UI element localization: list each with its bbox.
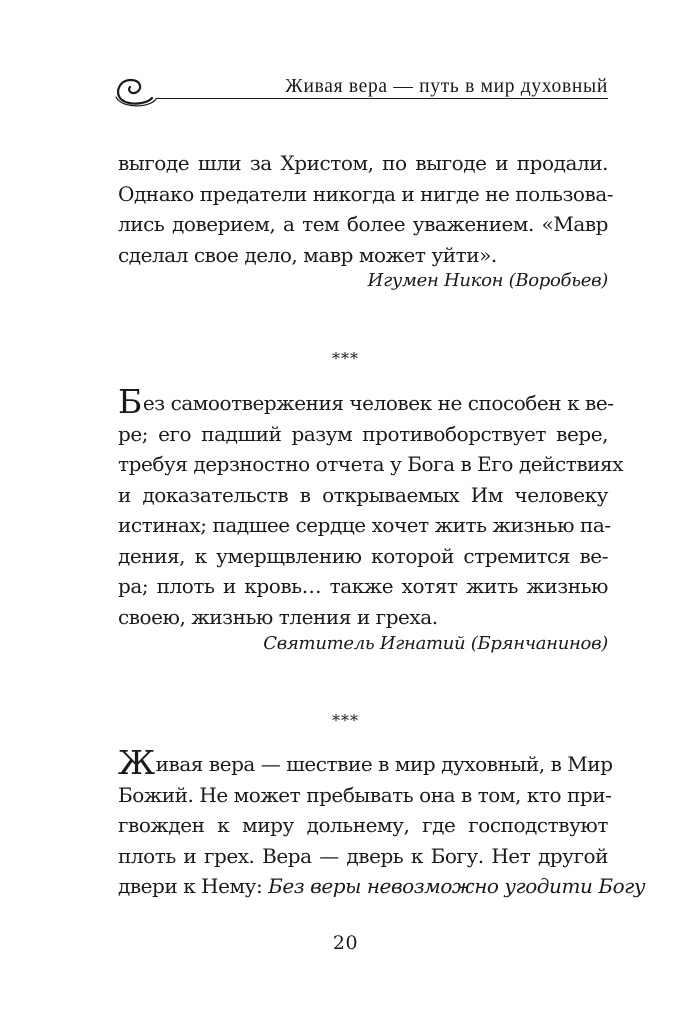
text-line <box>118 871 645 902</box>
text-line <box>118 743 613 782</box>
quote-1-text <box>118 148 614 270</box>
running-title: Живая вера — путь в мир духовный <box>285 76 608 97</box>
text-line: требуя дерзностно отчета у Бога в Его действиях <box>118 452 624 476</box>
quote-2-attribution: Святитель Игнатий (Брянчанинов) <box>263 633 608 654</box>
text-line: своею, жизнью тления и греха. <box>118 604 438 629</box>
text-line-rest: ивая вера — шествие в мир духовный, в Мир <box>155 752 613 776</box>
text-line-rest: ез самоотвержения человек не способен к ве- <box>142 391 614 415</box>
text-line: Божий. Не может пребывать она в том, кто при- <box>118 782 612 807</box>
text-line-plain: двери к Нему: <box>118 874 269 898</box>
text-line: выгоде шли за Христом, по выгоде и продали. <box>118 151 608 175</box>
quote-2-text <box>118 382 624 632</box>
text-line: ра; плоть и кровь… также хотят жить жизнью <box>118 574 608 598</box>
text-line: дения, к умерщвлению которой стремится ве- <box>118 543 608 568</box>
section-separator: *** <box>332 349 359 368</box>
swirl-ornament-icon <box>112 72 158 108</box>
header-rule <box>156 98 608 99</box>
text-line: плоть и грех. Вера — дверь к Богу. Нет другой <box>118 843 608 868</box>
quote-3-text <box>118 743 645 902</box>
quote-1-attribution: Игумен Никон (Воробьев) <box>367 270 608 291</box>
text-line <box>118 382 614 421</box>
drop-cap: Ж <box>118 743 155 782</box>
scripture-quote: Без веры невозможно угодити Богу <box>268 874 645 898</box>
text-line: сделал свое дело, мавр может уйти». <box>118 242 497 267</box>
text-line: гвожден к миру дольнему, где господствуют <box>118 813 608 837</box>
text-line: лись доверием, а тем более уважением. «Мавр <box>118 212 608 236</box>
text-line: ре; его падший разум противоборствует вере, <box>118 421 608 446</box>
text-line: Однако предатели никогда и нигде не пользова- <box>118 181 614 206</box>
text-line: истинах; падшее сердце хочет жить жизнью па- <box>118 513 611 537</box>
text-line: и доказательств в открываемых Им человеку <box>118 482 608 507</box>
section-separator: *** <box>332 711 359 730</box>
page-number: 20 <box>332 932 359 954</box>
drop-cap: Б <box>118 382 142 421</box>
running-header <box>112 70 608 110</box>
